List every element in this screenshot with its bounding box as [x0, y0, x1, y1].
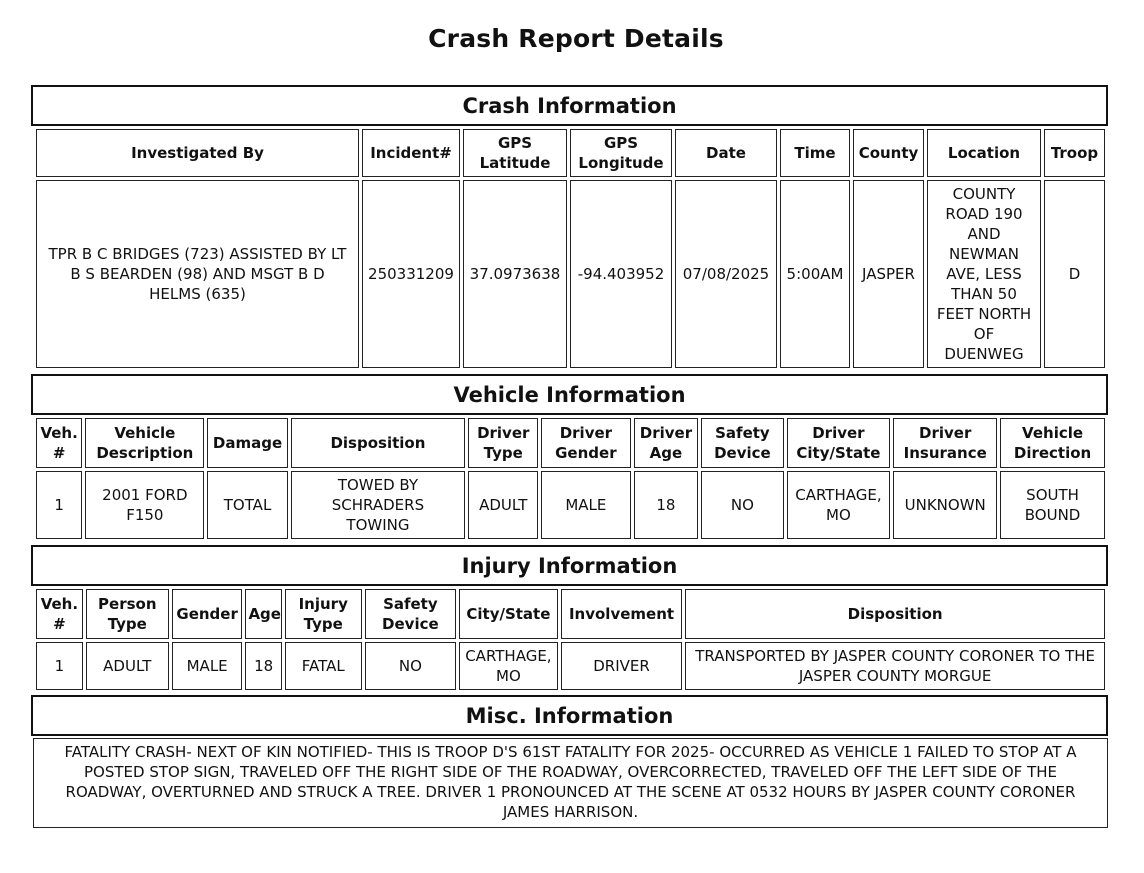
header-driver-age: Driver Age [634, 418, 699, 468]
injury-safety-device-value: NO [365, 642, 456, 690]
safety-device-value: NO [701, 471, 783, 539]
header-county: County [853, 129, 924, 177]
header-gender: Gender [172, 589, 243, 639]
misc-information-header: Misc. Information [31, 695, 1108, 736]
driver-type-value: ADULT [468, 471, 538, 539]
header-investigated-by: Investigated By [36, 129, 359, 177]
header-injury-safety-device: Safety Device [365, 589, 456, 639]
header-injury-disposition: Disposition [685, 589, 1105, 639]
driver-age-value: 18 [634, 471, 699, 539]
header-gps-longitude: GPS Longitude [570, 129, 672, 177]
header-vehicle-direction: Vehicle Direction [1000, 418, 1105, 468]
driver-insurance-value: UNKNOWN [893, 471, 997, 539]
county-value: JASPER [853, 180, 924, 368]
header-driver-insurance: Driver Insurance [893, 418, 997, 468]
header-time: Time [780, 129, 850, 177]
city-state-value: CARTHAGE, MO [459, 642, 558, 690]
header-date: Date [675, 129, 777, 177]
gps-latitude-value: 37.0973638 [463, 180, 567, 368]
involvement-value: DRIVER [561, 642, 683, 690]
page-title: Crash Report Details [428, 24, 724, 53]
troop-value: D [1044, 180, 1105, 368]
date-value: 07/08/2025 [675, 180, 777, 368]
header-damage: Damage [207, 418, 287, 468]
header-veh-number: Veh. # [36, 418, 82, 468]
header-age: Age [245, 589, 281, 639]
header-person-type: Person Type [86, 589, 169, 639]
header-injury-veh-number: Veh. # [36, 589, 83, 639]
location-value: COUNTY ROAD 190 AND NEWMAN AVE, LESS THAN 50 FEET NORTH OF DUENWEG [927, 180, 1041, 368]
header-driver-city-state: Driver City/State [787, 418, 891, 468]
time-value: 5:00AM [780, 180, 850, 368]
injury-information-header: Injury Information [31, 545, 1108, 586]
driver-gender-value: MALE [541, 471, 630, 539]
injury-information-table [33, 586, 1108, 693]
crash-information-table [33, 126, 1108, 371]
header-troop: Troop [1044, 129, 1105, 177]
injury-type-value: FATAL [285, 642, 362, 690]
header-city-state: City/State [459, 589, 558, 639]
disposition-value: TOWED BY SCHRADERS TOWING [291, 471, 466, 539]
header-disposition: Disposition [291, 418, 466, 468]
vehicle-information-table [33, 415, 1108, 542]
header-injury-type: Injury Type [285, 589, 362, 639]
incident-value: 250331209 [362, 180, 460, 368]
vehicle-description-value: 2001 FORD F150 [85, 471, 204, 539]
gender-value: MALE [172, 642, 243, 690]
header-driver-gender: Driver Gender [541, 418, 630, 468]
header-location: Location [927, 129, 1041, 177]
gps-longitude-value: -94.403952 [570, 180, 672, 368]
header-driver-type: Driver Type [468, 418, 538, 468]
crash-information-header: Crash Information [31, 85, 1108, 126]
header-gps-latitude: GPS Latitude [463, 129, 567, 177]
investigated-by-value: TPR B C BRIDGES (723) ASSISTED BY LT B S BEARDEN (98) AND MSGT B D HELMS (635) [36, 180, 359, 368]
veh-number-value: 1 [36, 471, 82, 539]
header-involvement: Involvement [561, 589, 683, 639]
injury-veh-number-value: 1 [36, 642, 83, 690]
damage-value: TOTAL [207, 471, 287, 539]
vehicle-direction-value: SOUTH BOUND [1000, 471, 1105, 539]
header-safety-device: Safety Device [701, 418, 783, 468]
person-type-value: ADULT [86, 642, 169, 690]
misc-information-text: FATALITY CRASH- NEXT OF KIN NOTIFIED- THIS IS TROOP D'S 61ST FATALITY FOR 2025- OCCURRED AS VEHICLE 1 FAILED TO STOP AT A POSTED STOP SIGN, TRAVELED OFF THE RIGHT SIDE OF THE ROADWAY, OVERCORRECTED, TRAVELED OFF THE LEFT SIDE OF THE ROADWAY, OVERTURNED AND STRUCK A TREE. DRIVER 1 PRONOUNCED AT THE SCENE AT 0532 HOURS BY JASPER COUNTY CORONER JAMES HARRISON. [33, 738, 1108, 828]
vehicle-information-header: Vehicle Information [31, 374, 1108, 415]
driver-city-state-value: CARTHAGE, MO [787, 471, 891, 539]
header-incident: Incident# [362, 129, 460, 177]
age-value: 18 [245, 642, 281, 690]
header-vehicle-description: Vehicle Description [85, 418, 204, 468]
injury-disposition-value: TRANSPORTED BY JASPER COUNTY CORONER TO THE JASPER COUNTY MORGUE [685, 642, 1105, 690]
